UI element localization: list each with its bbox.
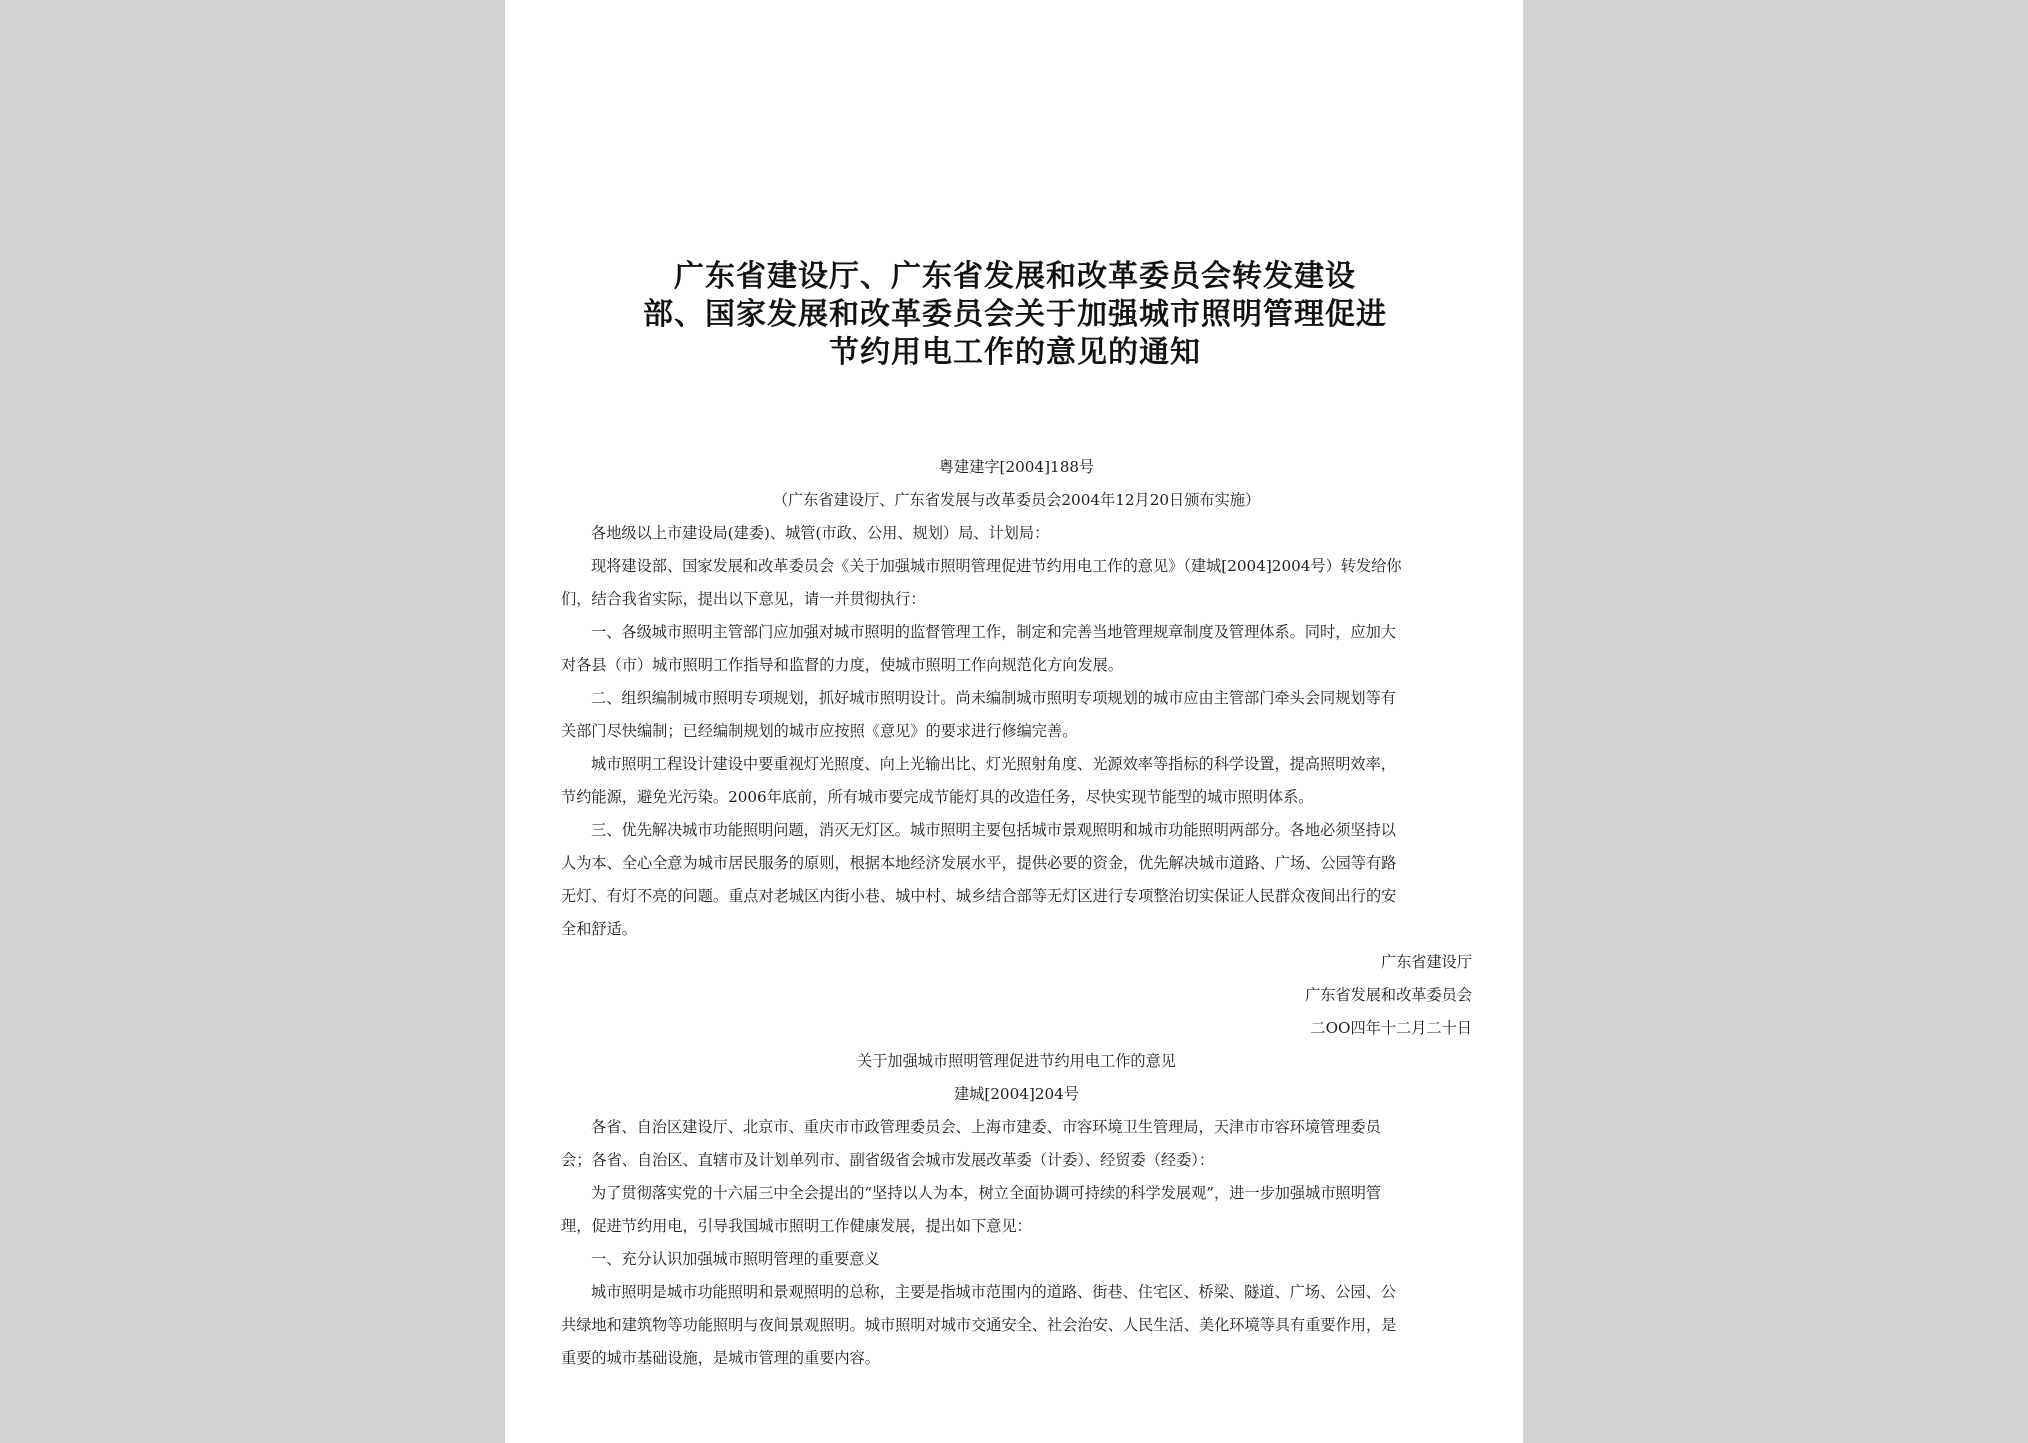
title-line: 广东省建设厅、广东省发展和改革委员会转发建设 — [674, 259, 1356, 294]
paragraph-line: 们，结合我省实际，提出以下意见，请一并贯彻执行： — [561, 590, 926, 608]
annex-title: 关于加强城市照明管理促进节约用电工作的意见 — [857, 1052, 1176, 1070]
paragraph-line: 现将建设部、国家发展和改革委员会《关于加强城市照明管理促进节约用电工作的意见》（建城[2004]2004号）转发给你 — [591, 557, 1402, 575]
signature-org-2: 广东省发展和改革委员会 — [1304, 986, 1472, 1004]
paragraph-line: 城市照明工程设计建设中要重视灯光照度、向上光输出比、灯光照射角度、光源效率等指标的科学设置，提高照明效率， — [591, 755, 1396, 773]
section-heading: 一、充分认识加强城市照明管理的重要意义 — [591, 1250, 880, 1268]
document-page — [505, 0, 1523, 1443]
paragraph-line: 对各县（市）城市照明工作指导和监督的力度，使城市照明工作向规范化方向发展。 — [561, 656, 1123, 674]
paragraph-line: 一、各级城市照明主管部门应加强对城市照明的监督管理工作，制定和完善当地管理规章制度及管理体系。同时，应加大 — [591, 623, 1396, 641]
paragraph-line: 二、组织编制城市照明专项规划，抓好城市照明设计。尚未编制城市照明专项规划的城市应由主管部门牵头会同规划等有 — [591, 689, 1396, 707]
title-line: 部、国家发展和改革委员会关于加强城市照明管理促进 — [643, 297, 1387, 332]
paragraph-line: 城市照明是城市功能照明和景观照明的总称，主要是指城市范围内的道路、街巷、住宅区、桥梁、隧道、广场、公园、公 — [591, 1283, 1396, 1301]
paragraph-line: 理，促进节约用电，引导我国城市照明工作健康发展，提出如下意见： — [561, 1217, 1032, 1235]
paragraph-line: 为了贯彻落实党的十六届三中全会提出的“坚持以人为本，树立全面协调可持续的科学发展观”，进一步加强城市照明管 — [591, 1184, 1382, 1202]
paragraph-line: 关部门尽快编制；已经编制规划的城市应按照《意见》的要求进行修编完善。 — [561, 722, 1078, 740]
title-line: 节约用电工作的意见的通知 — [829, 335, 1201, 370]
issued-by: （广东省建设厅、广东省发展与改革委员会2004年12月20日颁布实施） — [772, 491, 1261, 509]
paragraph-line: 共绿地和建筑物等功能照明与夜间景观照明。城市照明对城市交通安全、社会治安、人民生活、美化环境等具有重要作用，是 — [561, 1316, 1397, 1334]
signature-org-1: 广东省建设厅 — [1380, 953, 1472, 971]
paragraph-line: 节约能源，避免光污染。2006年底前，所有城市要完成节能灯具的改造任务，尽快实现节能型的城市照明体系。 — [561, 788, 1314, 806]
paragraph-line: 三、优先解决城市功能照明问题，消灭无灯区。城市照明主要包括城市景观照明和城市功能照明两部分。各地必须坚持以 — [591, 821, 1396, 839]
annex-number: 建城[2004]204号 — [953, 1085, 1080, 1103]
doc-number: 粤建建字[2004]188号 — [938, 458, 1095, 476]
signature-date: 二OO四年十二月二十日 — [1310, 1019, 1472, 1037]
paragraph-line: 人为本、全心全意为城市居民服务的原则，根据本地经济发展水平，提供必要的资金，优先解决城市道路、广场、公园等有路 — [561, 854, 1397, 872]
document-body — [561, 451, 1472, 1375]
paragraph-line: 各省、自治区建设厅、北京市、重庆市市政管理委员会、上海市建委、市容环境卫生管理局，天津市市容环境管理委员 — [591, 1118, 1381, 1136]
paragraph-line: 无灯、有灯不亮的问题。重点对老城区内街小巷、城中村、城乡结合部等无灯区进行专项整治切实保证人民群众夜间出行的安 — [561, 887, 1397, 905]
document-title — [565, 258, 1465, 372]
paragraph-line: 会；各省、自治区、直辖市及计划单列市、副省级省会城市发展改革委（计委）、经贸委（经委）： — [561, 1151, 1215, 1169]
recipients: 各地级以上市建设局(建委)、城管(市政、公用、规划）局、计划局： — [591, 524, 1050, 542]
paragraph-line: 重要的城市基础设施，是城市管理的重要内容。 — [561, 1349, 880, 1367]
paragraph-line: 全和舒适。 — [561, 920, 637, 938]
